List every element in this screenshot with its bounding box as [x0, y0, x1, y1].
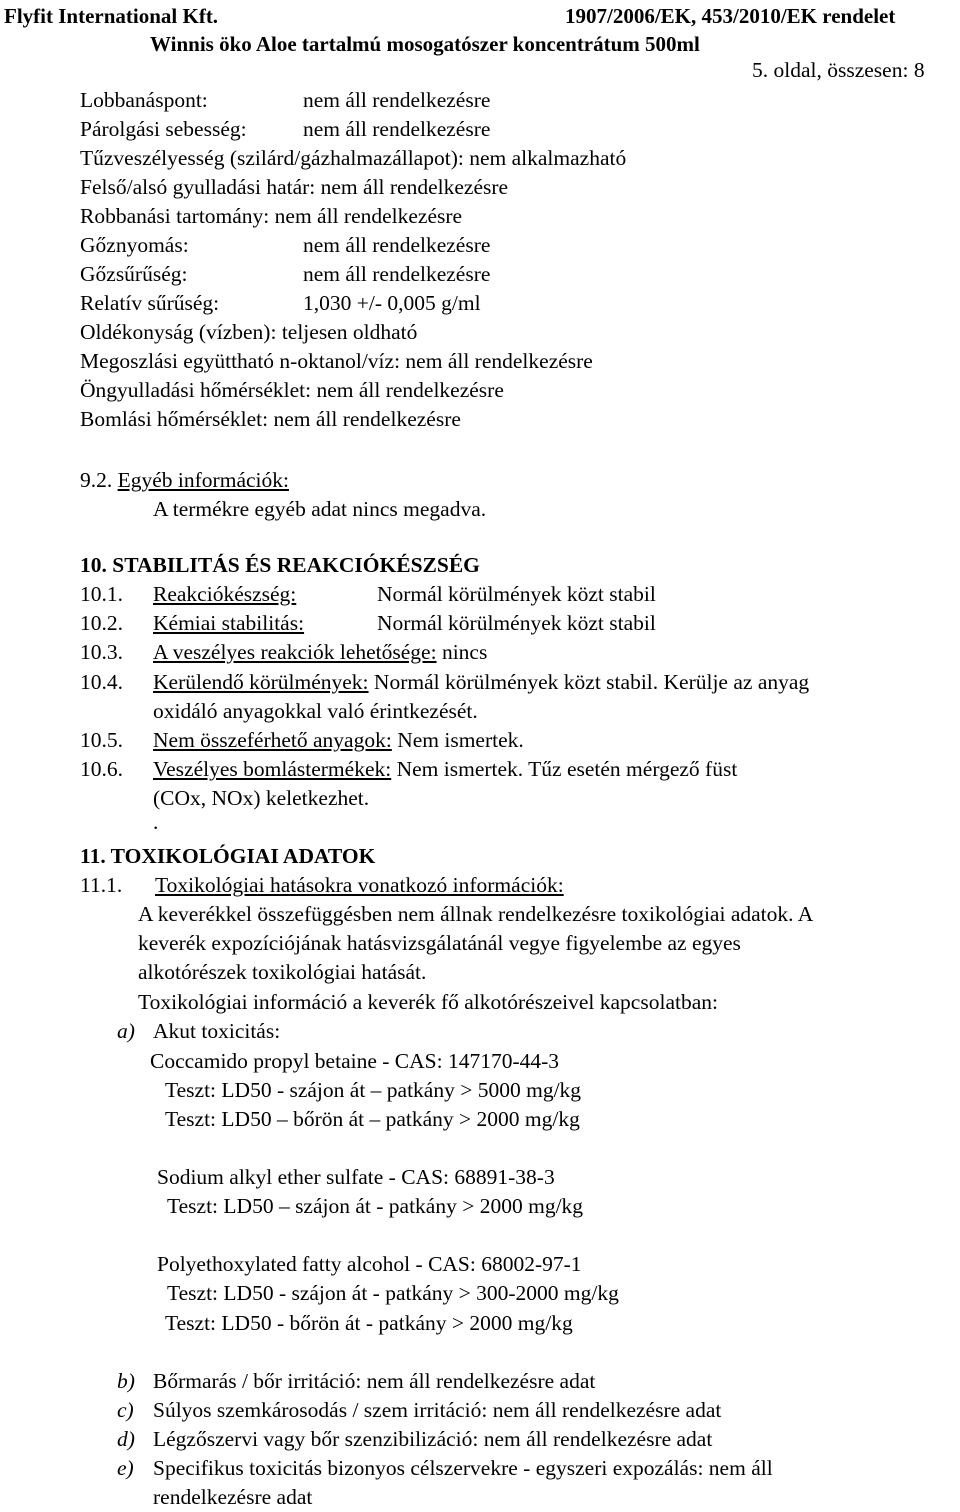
property-vapour-density: Gőzsűrűség:	[80, 262, 188, 286]
marker-a: a)	[117, 1019, 135, 1043]
item-10-2-title: Kémiai stabilitás:	[153, 611, 305, 635]
header-regulation: 1907/2006/EK, 453/2010/EK rendelet	[565, 4, 896, 28]
property-solubility: Oldékonyság (vízben): teljesen oldható	[80, 320, 418, 344]
substance-2-name: Sodium alkyl ether sulfate - CAS: 68891-38-3	[157, 1165, 555, 1189]
header-product: Winnis öko Aloe tartalmú mosogatószer koncentrátum 500ml	[150, 32, 700, 56]
property-autoignition: Öngyulladási hőmérséklet: nem áll rendelkezésre	[80, 378, 504, 402]
item-11-1-num: 11.1.	[80, 873, 123, 897]
item-10-3-line: A veszélyes reakciók lehetősége: nincs	[153, 640, 488, 664]
sensitisation-text: Légzőszervi vagy bőr szenzibilizáció: nem áll rendelkezésre adat	[153, 1427, 713, 1451]
stot-text: Specifikus toxicitás bizonyos célszervekre - egyszeri expozálás: nem áll	[153, 1456, 773, 1480]
marker-d: d)	[117, 1427, 135, 1451]
property-explosion-range: Robbanási tartomány: nem áll rendelkezésre	[80, 204, 463, 228]
property-vapour-pressure: Gőznyomás:	[80, 233, 189, 257]
item-10-4-num: 10.4.	[80, 670, 123, 694]
marker-e: e)	[117, 1456, 134, 1480]
property-evaporation: Párolgási sebesség:	[80, 117, 247, 141]
property-flammability: Tűzveszélyesség (szilárd/gázhalmazállapot): nem alkalmazható	[80, 146, 627, 170]
acute-toxicity-title: Akut toxicitás:	[153, 1019, 281, 1043]
item-10-2-num: 10.2.	[80, 611, 123, 635]
section-9-2-text: A termékre egyéb adat nincs megadva.	[153, 497, 487, 521]
item-10-6-line-2: (COx, NOx) keletkezhet.	[153, 786, 370, 810]
item-10-1-title: Reakciókészség:	[153, 582, 297, 606]
header-company: Flyfit International Kft.	[4, 4, 219, 28]
stray-dot: .	[153, 810, 159, 834]
item-10-2-text: Normál körülmények közt stabil	[377, 611, 656, 635]
property-flash-point-value: nem áll rendelkezésre	[303, 88, 491, 112]
substance-2-test-1: Teszt: LD50 – szájon át - patkány > 2000 mg/kg	[167, 1194, 584, 1218]
substance-1-test-1: Teszt: LD50 - szájon át – patkány > 5000 mg/kg	[165, 1078, 582, 1102]
item-10-6-line: Veszélyes bomlástermékek: Nem ismertek. Tűz esetén mérgező füst	[153, 757, 738, 781]
item-10-5-line: Nem összeférhető anyagok: Nem ismertek.	[153, 728, 524, 752]
property-relative-density-value: 1,030 +/- 0,005 g/ml	[303, 291, 481, 315]
marker-b: b)	[117, 1369, 135, 1393]
property-explosion-limits: Felső/alsó gyulladási határ: nem áll rendelkezésre	[80, 175, 509, 199]
substance-3-test-2: Teszt: LD50 - bőrön át - patkány > 2000 mg/kg	[165, 1311, 573, 1335]
section-9-2-heading: 9.2. Egyéb információk:	[80, 468, 289, 492]
section-10-heading: 10. STABILITÁS ÉS REAKCIÓKÉSZSÉG	[80, 553, 480, 577]
tox-paragraph-2: Toxikológiai információ a keverék fő alkotórészeivel kapcsolatban:	[138, 990, 718, 1014]
property-relative-density: Relatív sűrűség:	[80, 291, 220, 315]
item-10-6-num: 10.6.	[80, 757, 123, 781]
property-partition-coefficient: Megoszlási együttható n-oktanol/víz: nem áll rendelkezésre	[80, 349, 593, 373]
item-10-4-line: Kerülendő körülmények: Normál körülmények közt stabil. Kerülje az anyag	[153, 670, 810, 694]
tox-paragraph-line-1: A keverékkel összefüggésben nem állnak rendelkezésre toxikológiai adatok. A	[138, 902, 814, 926]
property-vapour-density-value: nem áll rendelkezésre	[303, 262, 491, 286]
item-10-1-num: 10.1.	[80, 582, 123, 606]
item-10-1-text: Normál körülmények közt stabil	[377, 582, 656, 606]
substance-3-name: Polyethoxylated fatty alcohol - CAS: 68002-97-1	[157, 1252, 582, 1276]
substance-1-name: Coccamido propyl betaine - CAS: 147170-44-3	[150, 1049, 560, 1073]
header-page-number: 5. oldal, összesen: 8	[752, 58, 925, 82]
tox-paragraph-line-3: alkotórészek toxikológiai hatását.	[138, 960, 427, 984]
property-flash-point: Lobbanáspont:	[80, 88, 208, 112]
stot-text-2: rendelkezésre adat	[153, 1485, 313, 1509]
substance-3-test-1: Teszt: LD50 - szájon át - patkány > 300-2000 mg/kg	[167, 1281, 619, 1305]
eye-damage-text: Súlyos szemkárosodás / szem irritáció: nem áll rendelkezésre adat	[153, 1398, 722, 1422]
property-decomposition: Bomlási hőmérséklet: nem áll rendelkezésre	[80, 407, 461, 431]
marker-c: c)	[117, 1398, 134, 1422]
tox-paragraph-line-2: keverék expozíciójának hatásvizsgálatánál vegye figyelembe az egyes	[138, 931, 741, 955]
substance-1-test-2: Teszt: LD50 – bőrön át – patkány > 2000 mg/kg	[165, 1107, 580, 1131]
section-11-heading: 11. TOXIKOLÓGIAI ADATOK	[80, 844, 376, 868]
item-10-4-line-2: oxidáló anyagokkal való érintkezését.	[153, 699, 478, 723]
skin-corrosion-text: Bőrmarás / bőr irritáció: nem áll rendelkezésre adat	[153, 1369, 596, 1393]
item-10-5-num: 10.5.	[80, 728, 123, 752]
property-vapour-pressure-value: nem áll rendelkezésre	[303, 233, 491, 257]
item-11-1-title: Toxikológiai hatásokra vonatkozó információk:	[155, 873, 564, 897]
property-evaporation-value: nem áll rendelkezésre	[303, 117, 491, 141]
item-10-3-num: 10.3.	[80, 640, 123, 664]
